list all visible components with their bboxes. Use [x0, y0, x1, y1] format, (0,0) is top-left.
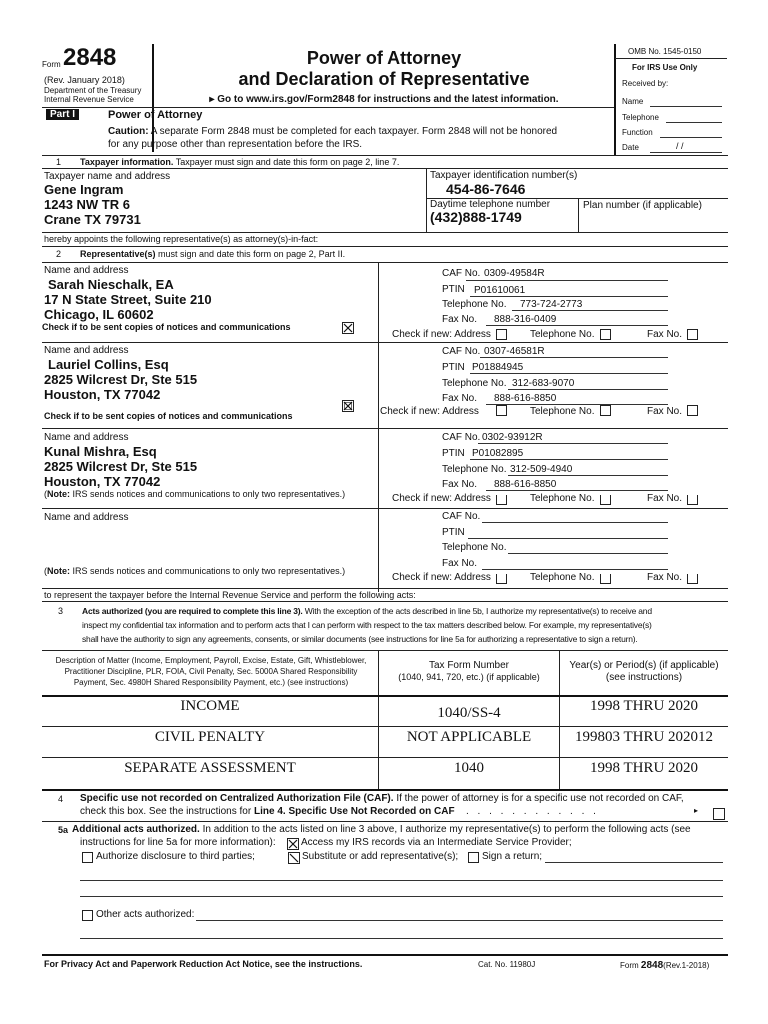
rep4-new-address-checkbox[interactable]	[496, 574, 507, 584]
other-acts-checkbox[interactable]	[82, 910, 93, 921]
irs-name-label: Name	[622, 97, 644, 106]
rep2-copies-label: Check if to be sent copies of notices and communications	[44, 411, 293, 421]
irs-function-label: Function	[622, 128, 653, 137]
line1-heading	[80, 157, 399, 167]
line4-title: Specific use not recorded on Centralized Authorization File (CAF).	[80, 793, 394, 804]
rep3-caf[interactable]: 0302-93912R	[482, 432, 543, 443]
rep3-caf-label: CAF No.	[442, 432, 481, 443]
taxpayer-phone[interactable]: (432)888-1749	[430, 209, 522, 225]
rep1-new-tel-label: Telephone No.	[530, 329, 595, 340]
rep2-caf[interactable]: 0307-46581R	[484, 346, 545, 357]
rep4-new-address-label: Check if new: Address	[392, 572, 491, 583]
line4-body: If the power of attorney is for a specific use not recorded on CAF,	[393, 793, 684, 804]
line4-checkbox[interactable]	[713, 808, 725, 820]
rep2-new-address-checkbox[interactable]	[496, 405, 507, 416]
line3-text-1	[82, 606, 652, 616]
rep2-ptin[interactable]: P01884945	[472, 362, 524, 373]
sign-return-label: Sign a return;	[482, 851, 543, 862]
rep3-address-2[interactable]: Houston, TX 77042	[44, 474, 161, 489]
line5a-text-2: instructions for line 5a for more information):	[80, 837, 276, 848]
rep3-address-1[interactable]: 2825 Wilcrest Dr, Ste 515	[44, 459, 198, 474]
rep3-new-tel-label: Telephone No.	[530, 493, 595, 504]
irs-date-slashes: / /	[676, 141, 684, 151]
line3-text-2: inspect my confidential tax information and to perform acts that I can perform with respect to the tax matters described below. For example, my representative(s)	[82, 620, 652, 630]
matter-header-line-1: Description of Matter (Income, Employment, Payroll, Excise, Estate, Gift, Whistleblower,	[55, 656, 367, 665]
rep2-fax[interactable]: 888-616-8850	[494, 393, 557, 404]
rep1-new-address-label: Check if new: Address	[392, 329, 491, 340]
caution-text	[108, 126, 557, 137]
line1-title: Taxpayer information.	[80, 157, 174, 167]
rep1-copies-label: Check if to be sent copies of notices and communications	[42, 322, 291, 332]
act-row-2-form[interactable]: NOT APPLICABLE	[406, 729, 532, 745]
act-row-1-form[interactable]: 1040/SS-4	[437, 705, 501, 721]
rep4-new-fax-checkbox[interactable]	[687, 574, 698, 584]
rep1-tel[interactable]: 773-724-2773	[520, 299, 583, 310]
act-row-3-matter[interactable]: SEPARATE ASSESSMENT	[124, 760, 296, 776]
rep1-ptin[interactable]: P01610061	[474, 285, 526, 296]
rep3-note: (Note: IRS sends notices and communications to only two representatives.)	[44, 489, 346, 499]
line5a-text-1	[72, 824, 691, 835]
rep3-fax-label: Fax No.	[442, 479, 478, 490]
rep4-fax-label: Fax No.	[442, 558, 478, 569]
footer-form-word: Form	[620, 961, 639, 970]
rep4-caf-label: CAF No.	[442, 511, 481, 522]
rep4-new-tel-label: Telephone No.	[530, 572, 595, 583]
line3-body: With the exception of the acts described in line 5b, I authorize my representative(s) to receive and	[302, 606, 652, 616]
rep2-name[interactable]: Lauriel Collins, Esq	[48, 357, 169, 372]
matter-header-line-2: Practitioner Discipline, PLR, FOIA, Civil Penalty, Sec. 5000A Shared Responsibility	[64, 667, 358, 676]
rep4-name-label: Name and address	[44, 512, 129, 523]
privacy-notice: For Privacy Act and Paperwork Reduction Act Notice, see the instructions.	[44, 959, 363, 969]
rep3-ptin-label: PTIN	[442, 448, 465, 459]
rep1-caf-label: CAF No.	[442, 268, 481, 279]
rep2-caf-label: CAF No.	[442, 346, 481, 357]
form-number-header: Tax Form Number	[428, 660, 509, 671]
disclose-label: Authorize disclosure to third parties;	[96, 851, 255, 862]
line3-number: 3	[58, 606, 64, 616]
rep3-note-text: IRS sends notices and communications to only two representatives.	[70, 489, 343, 499]
act-row-1-matter[interactable]: INCOME	[180, 698, 240, 714]
line3-title: Acts authorized (you are required to complete this line 3).	[82, 606, 303, 616]
rep1-fax-label: Fax No.	[442, 314, 478, 325]
matter-header-line-3: Payment, Sec. 4980H Shared Responsibility Payment, etc.) (see instructions)	[73, 678, 349, 687]
rep3-name[interactable]: Kunal Mishra, Esq	[44, 444, 157, 459]
taxpayer-address-2[interactable]: Crane TX 79731	[44, 212, 141, 227]
appoints-text: hereby appoints the following representative(s) as attorney(s)-in-fact:	[44, 234, 319, 244]
rep3-tel-label: Telephone No.	[442, 464, 507, 475]
other-acts-label: Other acts authorized:	[96, 909, 195, 920]
rep4-note: (Note: IRS sends notices and communications to only two representatives.)	[44, 566, 346, 576]
line4-arrow-icon: ▸	[694, 806, 699, 815]
form-subtitle: and Declaration of Representative	[238, 69, 530, 89]
rep1-new-fax-label: Fax No.	[647, 329, 683, 340]
rep1-name-label: Name and address	[44, 265, 129, 276]
irs-date-label: Date	[622, 143, 639, 152]
rep1-address-1[interactable]: 17 N State Street, Suite 210	[44, 292, 212, 307]
act-row-1-period[interactable]: 1998 THRU 2020	[589, 698, 699, 714]
omb-number: OMB No. 1545-0150	[628, 47, 702, 56]
line2-number: 2	[56, 249, 62, 259]
footer-form	[620, 960, 709, 971]
rep2-name-label: Name and address	[44, 345, 129, 356]
line3-text-3: shall have the authority to sign any agreements, consents, or similar documents (see instructions for line 5a for authorizing a representative to sign a return).	[82, 634, 638, 644]
act-row-2-period[interactable]: 199803 THRU 202012	[574, 729, 714, 745]
period-subheader: (see instructions)	[605, 672, 683, 683]
irs-records-checkbox[interactable]	[287, 838, 299, 850]
rep3-note-label: Note:	[47, 489, 70, 499]
sign-return-checkbox[interactable]	[468, 852, 479, 863]
irs-telephone-label: Telephone	[622, 113, 659, 122]
rep1-new-address-checkbox[interactable]	[496, 329, 507, 340]
line1-number: 1	[56, 157, 62, 167]
represent-text: to represent the taxpayer before the Internal Revenue Service and perform the following acts:	[44, 590, 416, 600]
received-by-label: Received by:	[622, 79, 669, 88]
rep2-new-address-label: Check if new: Address	[380, 406, 479, 417]
line2-text: must sign and date this form on page 2, Part II.	[155, 249, 346, 259]
taxpayer-name-label: Taxpayer name and address	[44, 171, 171, 182]
rep4-note-text: IRS sends notices and communications to only two representatives.	[70, 566, 343, 576]
rep4-new-tel-checkbox[interactable]	[600, 574, 611, 584]
rep4-ptin-label: PTIN	[442, 527, 465, 538]
caution-body: A separate Form 2848 must be completed for each taxpayer. Form 2848 will not be honored	[148, 126, 558, 137]
rep3-fax[interactable]: 888-616-8850	[494, 479, 557, 490]
line5a-body: In addition to the acts listed on line 3 above, I authorize my representative(s) to perform the following acts (see	[199, 824, 691, 835]
rep3-name-label: Name and address	[44, 432, 129, 443]
line5a-number: 5a	[58, 825, 69, 835]
rep2-address-2[interactable]: Houston, TX 77042	[44, 387, 161, 402]
taxpayer-address-1[interactable]: 1243 NW TR 6	[44, 197, 130, 212]
footer-form-number: 2848	[640, 960, 664, 971]
line4-number: 4	[58, 794, 64, 804]
rep2-new-tel-checkbox[interactable]	[600, 405, 611, 416]
department: Department of the Treasury	[44, 86, 142, 95]
rep1-new-tel-checkbox[interactable]	[600, 329, 611, 340]
rep2-fax-label: Fax No.	[442, 393, 478, 404]
rep2-new-fax-checkbox[interactable]	[687, 405, 698, 416]
substitute-checkbox[interactable]	[288, 852, 300, 864]
rep3-new-tel-checkbox[interactable]	[600, 495, 611, 505]
form-label: Form	[42, 60, 61, 69]
rep1-tel-label: Telephone No.	[442, 299, 507, 310]
rep1-fax[interactable]: 888-316-0409	[494, 314, 557, 325]
rep2-tel[interactable]: 312-683-9070	[512, 378, 575, 389]
rep3-new-fax-label: Fax No.	[647, 493, 683, 504]
line4-body-2: check this box. See the instructions for	[80, 806, 254, 817]
rep4-note-label: Note:	[47, 566, 70, 576]
rep2-new-fax-label: Fax No.	[647, 406, 683, 417]
irs-records-label: Access my IRS records via an Intermediate Service Provider;	[301, 837, 572, 848]
line4-reference: Line 4. Specific Use Not Recorded on CAF	[253, 806, 455, 817]
form-title: Power of Attorney	[306, 48, 462, 68]
rep3-ptin[interactable]: P01082895	[472, 448, 524, 459]
agency: Internal Revenue Service	[44, 95, 134, 104]
line5a-title: Additional acts authorized.	[72, 824, 200, 835]
rep1-copies-checkbox[interactable]	[342, 322, 354, 334]
act-row-3-form[interactable]: 1040	[454, 760, 484, 776]
rep3-new-address-label: Check if new: Address	[392, 493, 491, 504]
rep3-new-address-checkbox[interactable]	[496, 495, 507, 505]
matter-column-header	[44, 655, 378, 688]
period-header: Year(s) or Period(s) (if applicable)	[569, 660, 719, 671]
substitute-label: Substitute or add representative(s);	[302, 851, 459, 862]
caution-label: Caution:	[108, 126, 149, 137]
rep2-ptin-label: PTIN	[442, 362, 465, 373]
instructions-link[interactable]: ▸ Go to www.irs.gov/Form2848 for instructions and the latest information.	[209, 94, 559, 105]
line4-text-2	[80, 806, 455, 817]
tin-label: Taxpayer identification number(s)	[430, 170, 578, 181]
revision: (Rev. January 2018)	[44, 75, 125, 85]
rep1-ptin-label: PTIN	[442, 284, 465, 295]
rep2-new-tel-label: Telephone No.	[530, 406, 595, 417]
rep4-tel-label: Telephone No.	[442, 542, 507, 553]
irs-use-heading: For IRS Use Only	[632, 63, 698, 72]
disclose-checkbox[interactable]	[82, 852, 93, 863]
line2-title: Representative(s)	[80, 249, 156, 259]
line4-dots: . . . . . . . . . . . .	[466, 806, 599, 817]
daytime-phone-label: Daytime telephone number	[430, 199, 551, 210]
part-label: Part I	[46, 109, 79, 120]
rep2-address-1[interactable]: 2825 Wilcrest Dr, Ste 515	[44, 372, 198, 387]
rep3-tel[interactable]: 312-509-4940	[510, 464, 573, 475]
rep1-new-fax-checkbox[interactable]	[687, 329, 698, 340]
rep2-tel-label: Telephone No.	[442, 378, 507, 389]
caution-text-2: for any purpose other than representation before the IRS.	[108, 139, 363, 150]
rep1-address-2[interactable]: Chicago, IL 60602	[44, 307, 154, 322]
part-title: Power of Attorney	[108, 109, 203, 121]
footer-revision: (Rev.1-2018)	[663, 961, 710, 970]
act-row-2-matter[interactable]: CIVIL PENALTY	[154, 729, 266, 745]
rep2-copies-checkbox[interactable]	[342, 400, 354, 412]
rep1-caf[interactable]: 0309-49584R	[484, 268, 545, 279]
taxpayer-name[interactable]: Gene Ingram	[44, 182, 124, 197]
rep4-new-fax-label: Fax No.	[647, 572, 683, 583]
line2-heading	[80, 249, 345, 259]
line4-text-1	[80, 793, 684, 804]
act-row-3-period[interactable]: 1998 THRU 2020	[589, 760, 699, 776]
rep1-name[interactable]: Sarah Nieschalk, EA	[48, 277, 174, 292]
rep3-new-fax-checkbox[interactable]	[687, 495, 698, 505]
plan-number-label: Plan number (if applicable)	[583, 200, 702, 211]
form-number-subheader: (1040, 941, 720, etc.) (if applicable)	[398, 672, 540, 682]
line1-text: Taxpayer must sign and date this form on page 2, line 7.	[173, 157, 400, 167]
taxpayer-tin[interactable]: 454-86-7646	[446, 181, 526, 197]
form-number: 2848	[63, 44, 117, 71]
catalog-number: Cat. No. 11980J	[478, 960, 536, 969]
